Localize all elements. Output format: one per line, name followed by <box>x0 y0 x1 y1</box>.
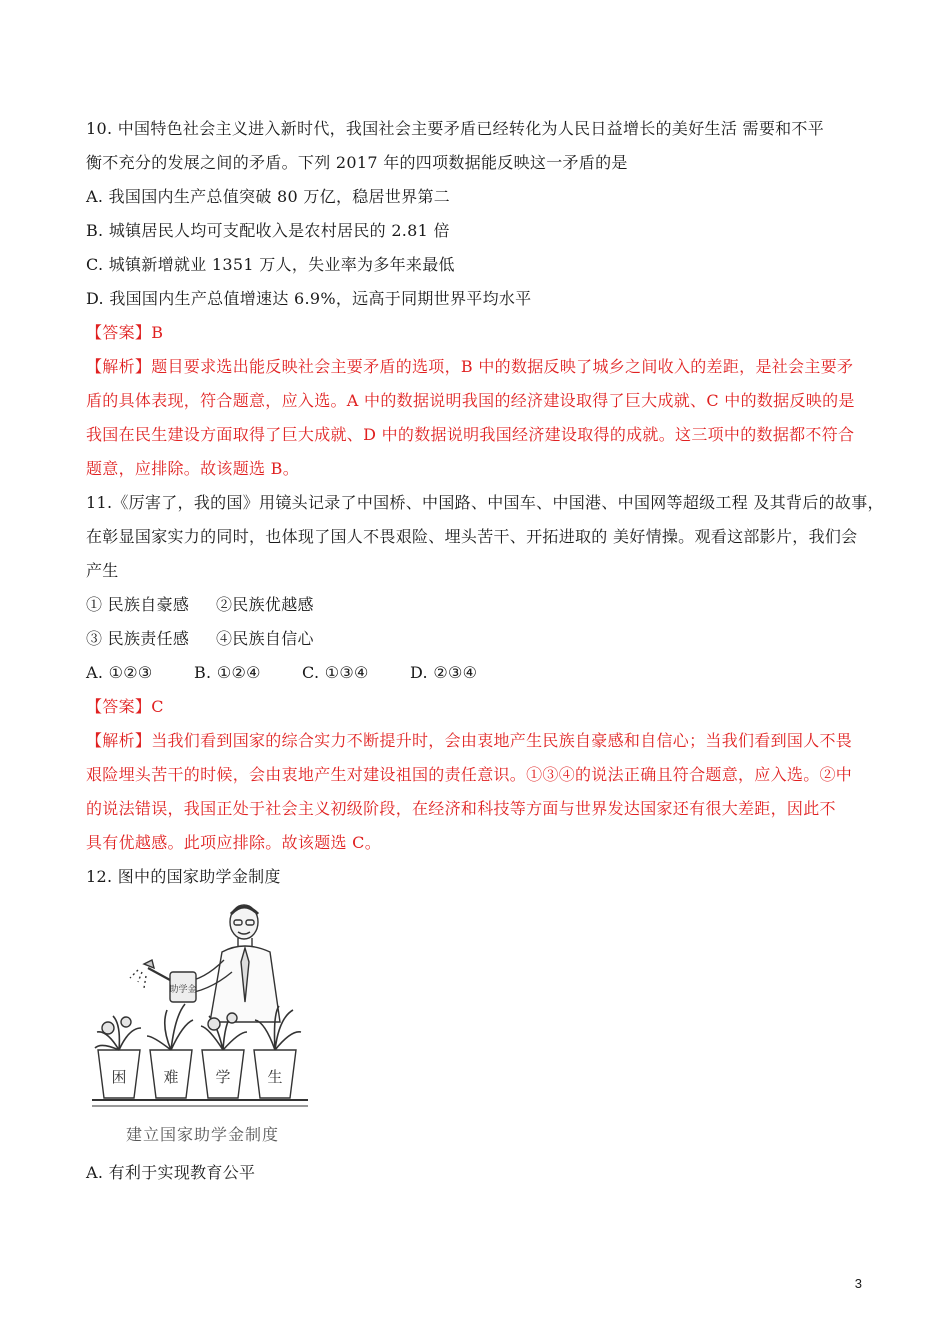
q10-answer-value: B <box>151 323 164 342</box>
q10-stem-line-1: 10. 中国特色社会主义进入新时代，我国社会主要矛盾已经转化为人民日益增长的美好生活 需要和不平 <box>86 119 825 138</box>
pot-label-3: 学 <box>215 1068 231 1086</box>
q11-analysis-line-4: 具有优越感。此项应排除。故该题选 C。 <box>86 833 382 852</box>
figure-caption: 建立国家助学金制度 <box>126 1125 280 1144</box>
q10-option-d: D. 我国国内生产总值增速达 6.9%，远高于同期世界平均水平 <box>86 289 532 308</box>
q10-stem-line-2: 衡不充分的发展之间的矛盾。下列 2017 年的四项数据能反映这一矛盾的是 <box>86 153 628 172</box>
pot-label-1: 困 <box>111 1068 127 1086</box>
q11-analysis-line-3: 的说法错误，我国正处于社会主义初级阶段，在经济和科技等方面与世界发达国家还有很大差距，因此不 <box>86 799 836 818</box>
q11-analysis-tag: 【解析】 <box>86 731 152 750</box>
q10-analysis-line-3: 我国在民生建设方面取得了巨大成就、D 中的数据说明我国经济建设取得的成就。这三项中的数据都不符合 <box>86 425 855 444</box>
q11-stem-line-2: 在彰显国家实力的同时，也体现了国人不畏艰险、埋头苦干、开拓进取的 美好情操。观看这部影片，我们会 <box>86 527 858 546</box>
pot-label-2: 难 <box>163 1068 179 1086</box>
q10-analysis-text-1: 题目要求选出能反映社会主要矛盾的选项，B 中的数据反映了城乡之间收入的差距，是社会主要矛 <box>151 357 854 376</box>
document-page <box>86 112 884 1190</box>
q11-options <box>86 656 876 690</box>
q11-analysis-text-1: 当我们看到国家的综合实力不断提升时，会由衷地产生民族自豪感和自信心；当我们看到国人不畏 <box>151 731 853 750</box>
q10-analysis-line-4: 题意，应排除。故该题选 B。 <box>86 459 300 478</box>
q10-analysis-tag: 【解析】 <box>86 357 152 376</box>
q11-option-b: B. ①②④ <box>194 663 261 682</box>
pot-label-4: 生 <box>267 1068 283 1086</box>
q11-items-row-2 <box>86 622 876 656</box>
teacher-watering-plants-drawing <box>86 900 316 1125</box>
q11-analysis-line-1 <box>86 724 876 758</box>
q11-items-row-1 <box>86 588 876 622</box>
q11-answer <box>86 690 876 724</box>
q10-analysis-line-1 <box>86 350 876 384</box>
q11-option-a: A. ①②③ <box>86 663 153 682</box>
q11-option-c: C. ①③④ <box>302 663 369 682</box>
q10-option-b: B. 城镇居民人均可支配收入是农村居民的 2.81 倍 <box>86 221 450 240</box>
can-label: 助学金 <box>169 985 197 995</box>
scholarship-illustration <box>86 900 316 1150</box>
q11-item-1: ① 民族自豪感 <box>86 595 190 614</box>
q11-item-3: ③ 民族责任感 <box>86 629 190 648</box>
q11-answer-value: C <box>151 697 164 716</box>
q11-item-2: ②民族优越感 <box>216 595 314 614</box>
page-number: 3 <box>854 1276 862 1291</box>
q12-stem: 12. 图中的国家助学金制度 <box>86 867 281 886</box>
q11-analysis-line-2: 艰险埋头苦干的时候，会由衷地产生对建设祖国的责任意识。①③④的说法正确且符合题意，应入选。②中 <box>86 765 853 784</box>
q10-option-a: A. 我国国内生产总值突破 80 万亿，稳居世界第二 <box>86 187 451 206</box>
q10-option-c: C. 城镇新增就业 1351 万人，失业率为多年来最低 <box>86 255 455 274</box>
q10-answer <box>86 316 876 350</box>
q11-item-4: ④民族自信心 <box>216 629 314 648</box>
q10-answer-tag: 【答案】 <box>86 323 152 342</box>
q12-option-a: A. 有利于实现教育公平 <box>86 1163 256 1182</box>
q11-stem-line-1: 11.《厉害了，我的国》用镜头记录了中国桥、中国路、中国车、中国港、中国网等超级工程 及其背后的故事， <box>86 493 884 512</box>
q11-answer-tag: 【答案】 <box>86 697 152 716</box>
q10-analysis-line-2: 盾的具体表现，符合题意，应入选。A 中的数据说明我国的经济建设取得了巨大成就、C 中的数据反映的是 <box>86 391 855 410</box>
q11-stem-line-3: 产生 <box>86 561 119 580</box>
q11-option-d: D. ②③④ <box>410 663 478 682</box>
